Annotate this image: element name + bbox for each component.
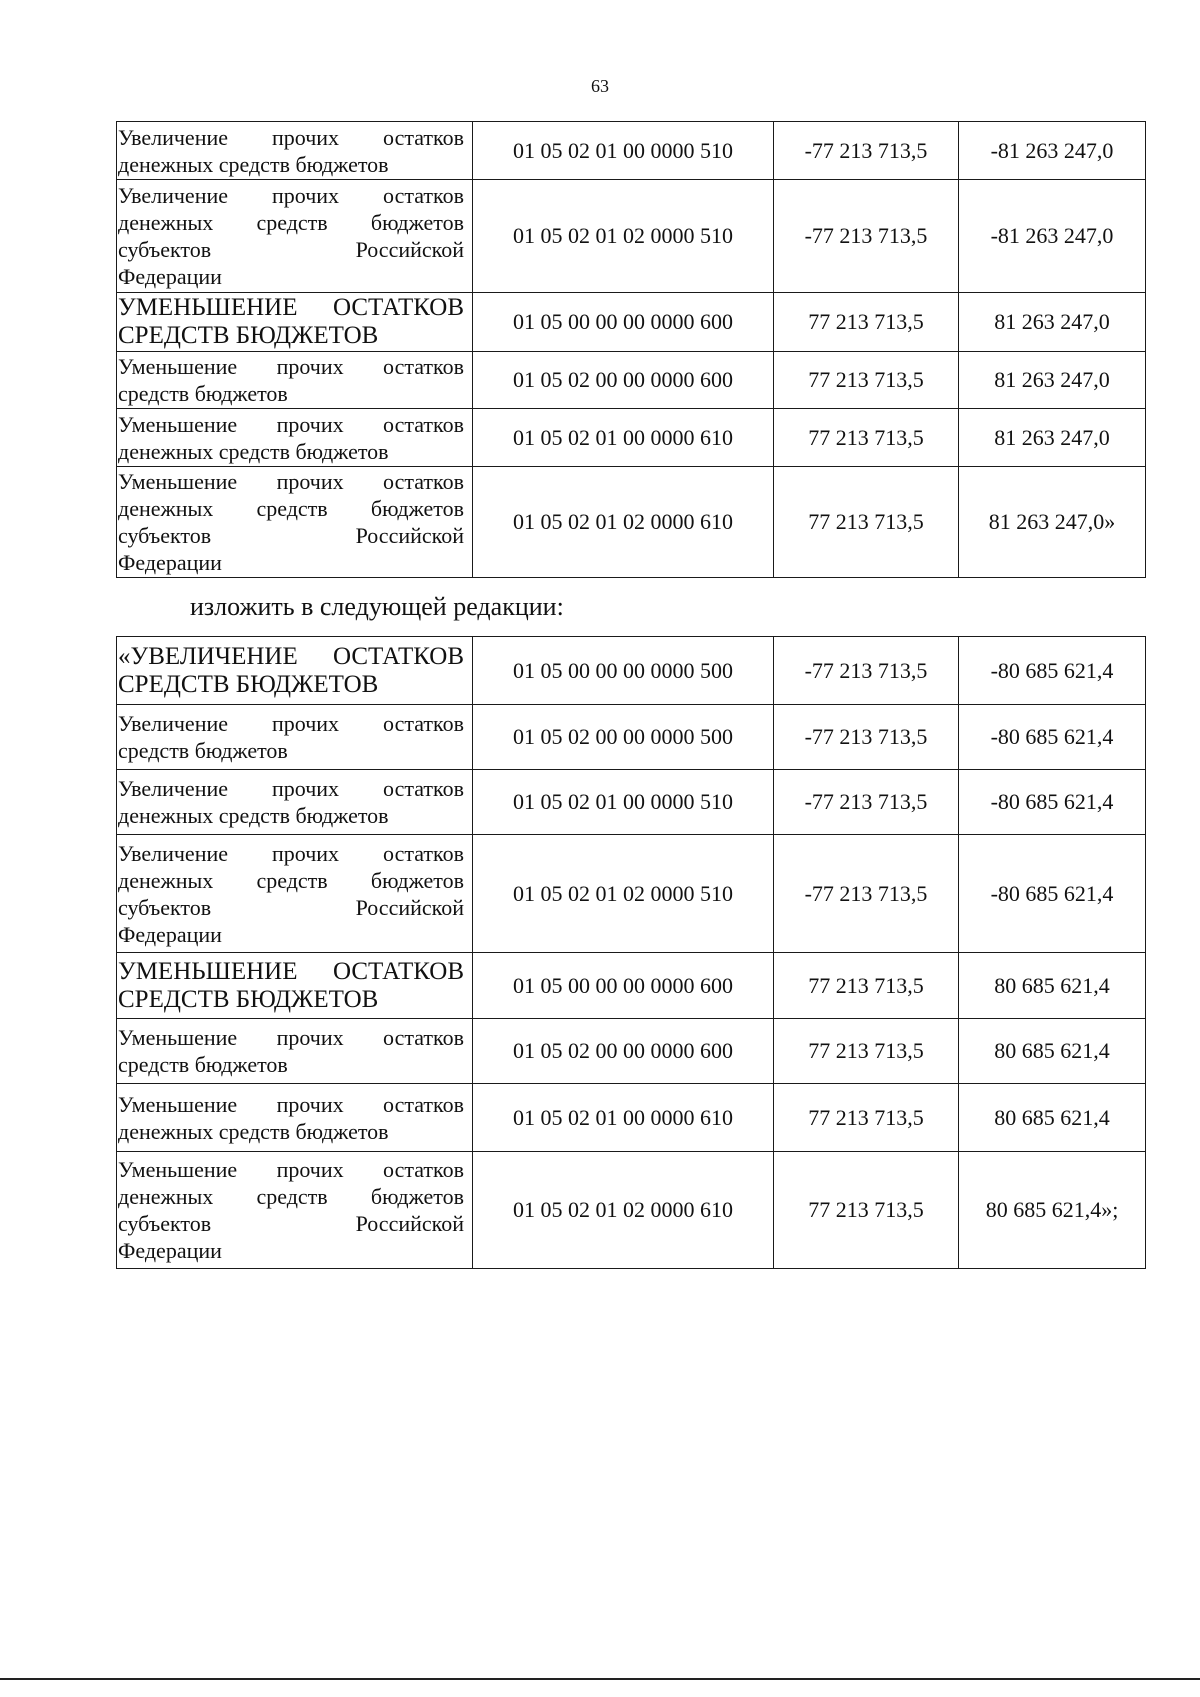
row-name-line: Федерации bbox=[118, 264, 222, 289]
table-row bbox=[117, 122, 1146, 180]
row-value-1: -77 213 713,5 bbox=[774, 637, 959, 705]
row-name-line: УМЕНЬШЕНИЕ ОСТАТКОВ bbox=[118, 294, 464, 321]
row-name-line: субъектов Российской bbox=[118, 1211, 464, 1236]
table-row bbox=[117, 835, 1146, 953]
row-value-1: 77 213 713,5 bbox=[774, 1019, 959, 1084]
row-name bbox=[117, 180, 473, 293]
row-name-line: Федерации bbox=[118, 550, 222, 575]
row-code: 01 05 02 01 02 0000 510 bbox=[473, 835, 774, 953]
row-name-line: СРЕДСТВ БЮДЖЕТОВ bbox=[118, 670, 379, 698]
page-number: 63 bbox=[591, 76, 609, 96]
row-name-line: СРЕДСТВ БЮДЖЕТОВ bbox=[118, 322, 379, 349]
row-name bbox=[117, 293, 473, 352]
bottom-rule bbox=[0, 1678, 1200, 1680]
row-name bbox=[117, 1019, 473, 1084]
row-name-line: Уменьшение прочих остатков bbox=[118, 354, 464, 379]
row-value-2: -80 685 621,4 bbox=[959, 705, 1146, 770]
row-value-1: 77 213 713,5 bbox=[774, 467, 959, 578]
row-name-line: субъектов Российской bbox=[118, 237, 464, 262]
row-code: 01 05 02 01 02 0000 610 bbox=[473, 467, 774, 578]
row-name bbox=[117, 122, 473, 180]
row-value-2: 80 685 621,4 bbox=[959, 1019, 1146, 1084]
table-row bbox=[117, 1084, 1146, 1152]
table-row bbox=[117, 1152, 1146, 1269]
row-name-line: денежных средств бюджетов bbox=[118, 438, 389, 464]
row-name-line: «УВЕЛИЧЕНИЕ ОСТАТКОВ bbox=[118, 642, 464, 670]
table-row bbox=[117, 953, 1146, 1019]
row-value-2: -81 263 247,0 bbox=[959, 122, 1146, 180]
row-name-line: Увеличение прочих остатков bbox=[118, 124, 464, 150]
row-code: 01 05 02 01 00 0000 610 bbox=[473, 1084, 774, 1152]
row-name bbox=[117, 1152, 473, 1269]
row-value-2: -80 685 621,4 bbox=[959, 637, 1146, 705]
row-name-line: Федерации bbox=[118, 1238, 222, 1263]
row-value-2: 81 263 247,0 bbox=[959, 293, 1146, 352]
row-code: 01 05 02 01 00 0000 610 bbox=[473, 409, 774, 467]
row-name-line: Увеличение прочих остатков bbox=[118, 776, 464, 801]
table-row bbox=[117, 409, 1146, 467]
row-code: 01 05 02 01 02 0000 510 bbox=[473, 180, 774, 293]
row-value-2: 81 263 247,0 bbox=[959, 409, 1146, 467]
table-row bbox=[117, 467, 1146, 578]
budget-table-new bbox=[116, 636, 1146, 1269]
row-name-line: Увеличение прочих остатков bbox=[118, 183, 464, 208]
row-name bbox=[117, 409, 473, 467]
row-code: 01 05 02 01 00 0000 510 bbox=[473, 122, 774, 180]
row-name bbox=[117, 637, 473, 705]
row-value-2: 81 263 247,0» bbox=[959, 467, 1146, 578]
row-name-line: Уменьшение прочих остатков bbox=[118, 1025, 464, 1050]
row-value-1: -77 213 713,5 bbox=[774, 835, 959, 953]
row-code: 01 05 02 00 00 0000 500 bbox=[473, 705, 774, 770]
row-name-line: денежных средств бюджетов bbox=[118, 867, 464, 893]
row-code: 01 05 00 00 00 0000 600 bbox=[473, 953, 774, 1019]
row-name-line: субъектов Российской bbox=[118, 523, 464, 548]
row-value-2: -80 685 621,4 bbox=[959, 770, 1146, 835]
row-value-1: -77 213 713,5 bbox=[774, 705, 959, 770]
row-value-1: -77 213 713,5 bbox=[774, 770, 959, 835]
row-name-line: денежных средств бюджетов bbox=[118, 151, 389, 177]
row-name-line: денежных средств бюджетов bbox=[118, 1118, 389, 1144]
row-value-1: 77 213 713,5 bbox=[774, 409, 959, 467]
row-value-1: -77 213 713,5 bbox=[774, 180, 959, 293]
row-name bbox=[117, 770, 473, 835]
row-value-1: -77 213 713,5 bbox=[774, 122, 959, 180]
row-code: 01 05 00 00 00 0000 600 bbox=[473, 293, 774, 352]
row-value-2: -81 263 247,0 bbox=[959, 180, 1146, 293]
row-name-line: СРЕДСТВ БЮДЖЕТОВ bbox=[118, 985, 379, 1013]
row-name-line: Уменьшение прочих остатков bbox=[118, 469, 464, 494]
row-value-2: -80 685 621,4 bbox=[959, 835, 1146, 953]
row-value-2: 81 263 247,0 bbox=[959, 352, 1146, 409]
row-name-line: средств бюджетов bbox=[118, 381, 288, 406]
row-name-line: денежных средств бюджетов bbox=[118, 496, 464, 521]
row-name-line: Федерации bbox=[118, 921, 222, 947]
row-name bbox=[117, 352, 473, 409]
row-code: 01 05 02 00 00 0000 600 bbox=[473, 352, 774, 409]
table-row bbox=[117, 352, 1146, 409]
row-code: 01 05 02 01 02 0000 610 bbox=[473, 1152, 774, 1269]
table-row bbox=[117, 1019, 1146, 1084]
row-name-line: субъектов Российской bbox=[118, 894, 464, 920]
row-value-1: 77 213 713,5 bbox=[774, 953, 959, 1019]
table-row bbox=[117, 637, 1146, 705]
row-name-line: УМЕНЬШЕНИЕ ОСТАТКОВ bbox=[118, 957, 464, 985]
row-name-line: денежных средств бюджетов bbox=[118, 803, 389, 828]
budget-table-old bbox=[116, 121, 1146, 578]
row-name-line: средств бюджетов bbox=[118, 738, 288, 763]
table-row bbox=[117, 770, 1146, 835]
table-row bbox=[117, 180, 1146, 293]
row-code: 01 05 02 00 00 0000 600 bbox=[473, 1019, 774, 1084]
row-name-line: Увеличение прочих остатков bbox=[118, 711, 464, 736]
row-name bbox=[117, 953, 473, 1019]
row-name-line: Увеличение прочих остатков bbox=[118, 840, 464, 866]
transition-text: изложить в следующей редакции: bbox=[190, 592, 564, 621]
table-row bbox=[117, 293, 1146, 352]
row-name-line: средств бюджетов bbox=[118, 1052, 288, 1077]
row-name-line: Уменьшение прочих остатков bbox=[118, 411, 464, 437]
row-name-line: денежных средств бюджетов bbox=[118, 210, 464, 235]
row-name-line: денежных средств бюджетов bbox=[118, 1184, 464, 1209]
row-code: 01 05 00 00 00 0000 500 bbox=[473, 637, 774, 705]
row-name bbox=[117, 835, 473, 953]
row-name bbox=[117, 1084, 473, 1152]
row-name-line: Уменьшение прочих остатков bbox=[118, 1157, 464, 1182]
row-value-1: 77 213 713,5 bbox=[774, 352, 959, 409]
row-name bbox=[117, 467, 473, 578]
row-value-1: 77 213 713,5 bbox=[774, 293, 959, 352]
row-value-2: 80 685 621,4 bbox=[959, 1084, 1146, 1152]
row-code: 01 05 02 01 00 0000 510 bbox=[473, 770, 774, 835]
row-value-1: 77 213 713,5 bbox=[774, 1152, 959, 1269]
row-value-1: 77 213 713,5 bbox=[774, 1084, 959, 1152]
table-row bbox=[117, 705, 1146, 770]
row-value-2: 80 685 621,4»; bbox=[959, 1152, 1146, 1269]
row-name-line: Уменьшение прочих остатков bbox=[118, 1091, 464, 1117]
row-value-2: 80 685 621,4 bbox=[959, 953, 1146, 1019]
row-name bbox=[117, 705, 473, 770]
